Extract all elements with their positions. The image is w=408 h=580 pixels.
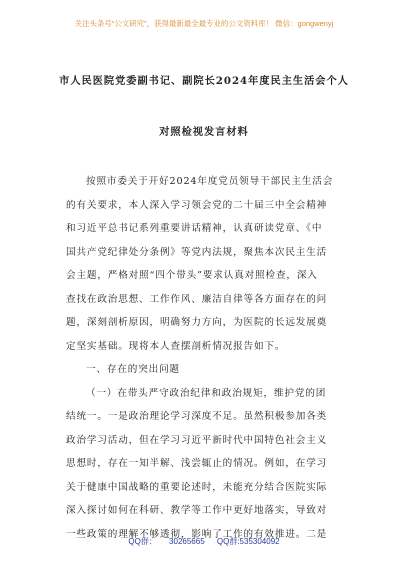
paragraph-line: 的有关要求，本人深入学习领会党的二十届三中全会精神	[66, 199, 328, 211]
paragraph-line: 会主题，严格对照“四个带头”要求认真对照检查，深入	[66, 270, 318, 281]
paragraph-line: 深入探讨如何在科研、教学等工作中更好地落实，导致对	[66, 505, 328, 516]
section-heading: 一、存在的突出问题	[86, 364, 180, 375]
paragraph-line: 和习近平总书记系列重要讲话精神，认真研读党章、《中	[66, 223, 323, 234]
paragraph-line: 政治学习活动，但在学习习近平新时代中国特色社会主义	[66, 434, 328, 446]
footer-contact	[0, 536, 408, 547]
paragraph-line: 国共产党纪律处分条例》等党内法规，聚焦本次民主生活	[66, 246, 328, 258]
paragraph-line: 查找在政治思想、工作作风、廉洁自律等各方面存在的问	[66, 293, 328, 305]
paragraph-line: 思想时，存在一知半解、浅尝辄止的情况。例如，在学习	[66, 458, 328, 469]
banner-text: 关注头条号“公文研究”，获得最新最全最专业的公文资料库！ 微信：gongwenyj	[74, 19, 334, 28]
paragraph-line: 一些政策的理解不够透彻，影响了工作的有效推进。二是	[66, 528, 328, 540]
footer-qq-group-2: QQ群:535304092	[216, 537, 280, 546]
document-title-line-1: 市人民医院党委副书记、副院长2024年度民主生活会个人	[59, 75, 349, 87]
footer-qq-group-1: QQ群： 30265665	[128, 537, 205, 546]
document-title-line-2: 对照检视发言材料	[159, 126, 249, 138]
document-body	[66, 170, 342, 546]
header-banner	[0, 18, 408, 29]
paragraph-line: 关于健康中国战略的重要论述时，未能充分结合医院实际	[66, 481, 328, 493]
paragraph-line: 结统一。一是政治理论学习深度不足。虽然积极参加各类	[66, 411, 328, 422]
paragraph-line: 题，深刻剖析原因，明确努力方向，为医院的长远发展奠	[66, 317, 328, 328]
paragraph-line: 定坚实基础。现将本人查摆剖析情况报告如下。	[66, 340, 286, 352]
paragraph-line: 按照市委关于开好2024年度党员领导干部民主生活会	[86, 176, 334, 187]
paragraph-line: （一）在带头严守政治纪律和政治规矩，维护党的团	[86, 387, 327, 399]
